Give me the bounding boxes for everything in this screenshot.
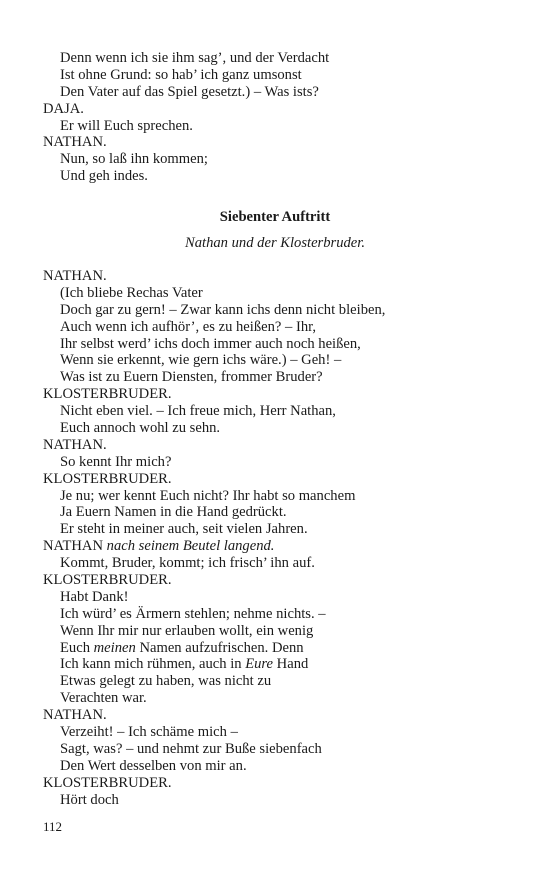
speaker-name: KLOSTERBRUDER.	[43, 774, 172, 791]
scene-persons: Nathan und der Klosterbruder.	[185, 235, 365, 251]
speaker-name: NATHAN.	[43, 268, 107, 284]
verse-line: Habt Dank!	[60, 588, 129, 605]
verse-line: Je nu; wer kennt Euch nicht? Ihr habt so manchem	[60, 487, 356, 504]
verse-line: Den Wert desselben von mir an.	[60, 757, 247, 774]
emphasized-word: Eure	[245, 656, 274, 673]
verse-line: Nun, so laß ihn kommen;	[60, 151, 208, 168]
verse-line: Ihr selbst werd’ ichs doch immer auch noch heißen,	[60, 335, 361, 352]
verse-line: Denn wenn ich sie ihm sag’, und der Verdacht	[60, 50, 330, 66]
verse-line: Etwas gelegt zu haben, was nicht zu	[60, 673, 272, 690]
speaker-name: NATHAN	[43, 538, 103, 555]
verse-line: Nicht eben viel. – Ich freue mich, Herr Nathan,	[60, 403, 336, 420]
verse-line: Kommt, Bruder, kommt; ich frisch’ ihn auf.	[60, 555, 315, 572]
verse-text: Ich kann mich rühmen, auch in	[60, 656, 246, 673]
verse-line: So kennt Ihr mich?	[60, 453, 172, 470]
speaker-with-stage-direction	[43, 538, 513, 555]
verse-line	[43, 640, 513, 657]
verse-line: Auch wenn ich aufhör’, es zu heißen? – Ihr,	[60, 318, 317, 335]
verse-line: Ja Euern Namen in die Hand gedrückt.	[60, 504, 287, 521]
verse-line: Den Vater auf das Spiel gesetzt.) – Was ists?	[60, 83, 319, 100]
stage-direction: nach seinem Beutel langend.	[106, 538, 275, 555]
speaker-name: KLOSTERBRUDER.	[43, 470, 172, 487]
verse-line: Sagt, was? – und nehmt zur Buße siebenfach	[60, 740, 322, 757]
verse-line: (Ich bliebe Rechas Vater	[60, 284, 203, 301]
verse-line	[43, 656, 513, 673]
verse-line: Er will Euch sprechen.	[60, 117, 193, 134]
verse-line: Verachten war.	[60, 690, 147, 707]
verse-line: Verzeiht! – Ich schäme mich –	[60, 724, 238, 741]
dialogue-block-top	[43, 50, 513, 185]
speaker-name: NATHAN.	[43, 134, 107, 151]
emphasized-word: meinen	[93, 639, 136, 656]
scene-title: Siebenter Auftritt	[219, 209, 331, 225]
verse-line: Was ist zu Euern Diensten, frommer Bruder?	[60, 369, 323, 386]
verse-text: Hand	[273, 656, 309, 673]
verse-line: Ich würd’ es Ärmern stehlen; nehme nichts. –	[60, 605, 326, 622]
verse-line: Er steht in meiner auch, seit vielen Jahren.	[60, 521, 308, 538]
dialogue-block-main	[43, 268, 513, 809]
verse-line: Hört doch	[60, 791, 119, 808]
verse-line: Ist ohne Grund: so hab’ ich ganz umsonst	[60, 66, 302, 83]
page-number: 112	[43, 819, 63, 834]
verse-line: Und geh indes.	[60, 168, 148, 185]
verse-line: Wenn Ihr mir nur erlauben wollt, ein wenig	[60, 622, 314, 639]
verse-line: Wenn sie erkennt, wie gern ichs wäre.) – Geh! –	[60, 352, 342, 369]
verse-line: Euch annoch wohl zu sehn.	[60, 420, 221, 437]
speaker-name: KLOSTERBRUDER.	[43, 572, 172, 589]
speaker-name: DAJA.	[43, 100, 84, 117]
speaker-name: KLOSTERBRUDER.	[43, 386, 172, 403]
speaker-name: NATHAN.	[43, 707, 107, 724]
verse-text: Namen aufzufrischen. Denn	[135, 639, 304, 656]
speaker-name: NATHAN.	[43, 436, 107, 453]
verse-text: Euch	[60, 639, 94, 656]
verse-line: Doch gar zu gern! – Zwar kann ichs denn nicht bleiben,	[60, 301, 386, 318]
